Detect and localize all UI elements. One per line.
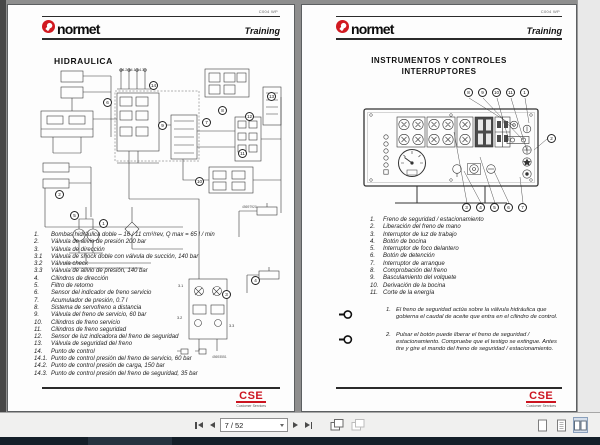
taskbar-segment: [88, 437, 172, 445]
previous-page-icon: [210, 422, 215, 428]
last-page-button[interactable]: [303, 417, 315, 433]
legend-row: [370, 268, 565, 275]
viewer-toolbar: [0, 412, 600, 437]
page-title-line1: INSTRUMENTOS Y CONTROLES: [371, 56, 507, 65]
legend-number: 7.: [370, 260, 376, 267]
legend-row: [370, 232, 565, 239]
legend-number: 8.: [34, 304, 40, 311]
normet-logo: [336, 20, 394, 38]
pointer-icon: [338, 332, 353, 350]
legend-number: 3.2: [34, 261, 43, 268]
legend-number: 2.: [34, 239, 40, 246]
legend-text: Cilindros de freno servicio: [51, 319, 121, 326]
legend-list: [34, 232, 224, 378]
legend-row: [370, 275, 565, 282]
test-point-label: 14.2 14.1 14.3: [120, 68, 145, 72]
scrollbar-track[interactable]: [577, 0, 600, 412]
facing-pages-view-button[interactable]: [573, 417, 588, 433]
legend-number: 3.3: [34, 268, 43, 275]
diagram-callout: 14: [150, 83, 157, 88]
legend-number: 7.: [34, 297, 40, 304]
diagram-callout: 13: [268, 94, 275, 99]
page-indicator: 7 / 52: [224, 420, 244, 430]
legend-number: 4.: [370, 238, 376, 245]
legend-text: Interruptor de arranque: [383, 260, 445, 267]
legend-row: [370, 217, 565, 224]
diagram-callout: 1: [99, 219, 108, 228]
legend-number: 6.: [370, 253, 376, 260]
panel-callout: 7: [518, 203, 527, 212]
legend-text: Válvula de alivio de presión, 140 bar: [51, 268, 148, 275]
cse-logo-text: CSE: [236, 391, 266, 403]
previous-view-button[interactable]: [328, 417, 346, 433]
cse-logo-subtitle: Customer Services: [236, 404, 266, 408]
taskbar: [0, 437, 600, 445]
first-page-icon: [195, 422, 197, 429]
legend-number: 10.: [370, 282, 379, 289]
part-number: 45697920: [242, 205, 257, 209]
diagram-callout: 3: [222, 290, 231, 299]
legend-number: 8.: [370, 268, 376, 275]
legend-text: Derivación de la bocina: [383, 282, 446, 289]
legend-number: 4.: [34, 275, 40, 282]
legend-row: [34, 298, 224, 305]
legend-text: Válvula de dirección: [51, 246, 105, 253]
diagram-callout: 12: [246, 114, 253, 119]
brand-text: normet: [351, 21, 394, 37]
next-page-button[interactable]: [291, 417, 300, 433]
facing-pages-view-icon: [574, 419, 587, 432]
legend-text: Botón de bocina: [383, 238, 427, 245]
legend-number: 5.: [370, 246, 376, 253]
legend-text: Válvula de alivio de presión 200 bar: [51, 239, 147, 246]
note: [386, 332, 562, 353]
cse-logo: [526, 391, 556, 408]
legend-text: Corte de la energía: [383, 289, 435, 296]
legend-text: Cilindros de dirección: [51, 275, 109, 282]
diagram-callout: 2: [55, 190, 64, 199]
note: [386, 307, 562, 321]
legend-row: [34, 283, 224, 290]
legend-row: [34, 349, 224, 356]
legend-number: 1.: [34, 232, 40, 238]
normet-logo: [42, 20, 100, 38]
legend-text: Liberación del freno de mano: [383, 224, 461, 231]
legend-row: [370, 261, 565, 268]
normet-logo-icon: [42, 20, 55, 38]
single-page-view-button[interactable]: [535, 417, 550, 433]
brand-text: normet: [57, 21, 100, 37]
legend-number: 5.: [34, 283, 40, 290]
note-number: 2.: [386, 332, 391, 338]
legend-text: Válvula check: [51, 261, 89, 268]
legend-text: Punto de control presión del freno de servicio, 60 bar: [51, 356, 192, 363]
legend-number: 13.: [34, 341, 43, 348]
legend-row: [34, 320, 224, 327]
legend-row: [370, 239, 565, 246]
panel-callout: 1: [520, 88, 529, 97]
legend-text: Válvula del freno de servicio, 60 bar: [51, 312, 147, 319]
next-view-icon: [351, 419, 365, 431]
panel-callout: 11: [506, 88, 515, 97]
diagram-callout: 9: [158, 121, 167, 130]
legend-row: [34, 232, 224, 239]
sub-label: 3.3: [229, 324, 235, 328]
panel-callout: 8: [464, 88, 473, 97]
legend-text: Interruptor de luz de trabajo: [383, 231, 457, 238]
diagram-callout: 7: [202, 118, 211, 127]
legend-text: Sensor del indicador de freno servicio: [51, 290, 152, 297]
cse-logo-subtitle: Customer Services: [526, 404, 556, 408]
legend-number: 14.1.: [34, 356, 48, 363]
diagram-callout: 4: [251, 276, 260, 285]
header-rule-top: [336, 16, 562, 17]
page-navigation: [193, 413, 367, 437]
legend-row: [370, 290, 565, 297]
legend-list: [370, 217, 565, 297]
last-page-icon: [305, 422, 310, 428]
header-training: Training: [526, 26, 562, 36]
legend-number: 3.: [34, 246, 40, 253]
legend-text: Freno de seguridad / estacionamiento: [383, 217, 484, 223]
sub-label: 3.1: [178, 284, 184, 288]
diagram-callout: 5: [70, 211, 79, 220]
sub-label: 3.2: [177, 316, 183, 320]
chevron-down-icon: [280, 424, 284, 427]
legend-number: 14.: [34, 348, 43, 355]
continuous-view-icon: [555, 419, 568, 432]
panel-callout: 2: [547, 134, 556, 143]
note-text: El freno de seguridad actúa sobre la válvula hidráulica que gobierna el caudal de aceite que entra en el cilindro de control.: [396, 307, 558, 320]
panel-callout: 5: [490, 203, 499, 212]
legend-number: 14.3.: [34, 370, 48, 377]
legend-text: Sistema de servofreno a distancia: [51, 304, 142, 311]
header-rule-bottom: [42, 38, 280, 40]
legend-row: [370, 246, 565, 253]
legend-number: 10.: [34, 319, 43, 326]
previous-view-icon: [330, 419, 344, 431]
legend-row: [34, 312, 224, 319]
note-text: Pulsar el botón puede liberar el freno de seguridad / estacionamiento. Compruebe que el testigo se extingue. Antes tire y gire el mando del freno de seguridad / estacionamiento.: [396, 332, 557, 352]
legend-number: 12.: [34, 334, 43, 341]
legend-text: Filtro de retorno: [51, 283, 94, 290]
first-page-button[interactable]: [193, 417, 205, 433]
panel-callout: 6: [504, 203, 513, 212]
legend-row: [370, 224, 565, 231]
header-training: Training: [244, 26, 280, 36]
panel-callout: 9: [478, 88, 487, 97]
continuous-view-button[interactable]: [554, 417, 569, 433]
page-right: [301, 4, 577, 412]
legend-text: Válvula de shock doble con válvula de succión, 140 bar: [51, 253, 199, 260]
legend-text: Interruptor de foco delantero: [383, 246, 459, 253]
legend-row: [34, 363, 224, 370]
header-rule-top: [42, 16, 280, 17]
doc-code: C004 WP: [258, 9, 278, 14]
legend-number: 3.1: [34, 253, 43, 260]
legend-row: [34, 356, 224, 363]
next-page-icon: [293, 422, 298, 428]
legend-number: 11.: [370, 289, 378, 296]
legend-row: [34, 334, 224, 341]
legend-text: Botón de detención: [383, 253, 435, 260]
legend-row: [34, 247, 224, 254]
legend-row: [34, 371, 224, 378]
next-view-button[interactable]: [349, 417, 367, 433]
legend-row: [370, 253, 565, 260]
legend-text: Punto de control presión de carga, 150 bar: [51, 363, 165, 370]
legend-row: [34, 290, 224, 297]
normet-logo-icon: [336, 20, 349, 38]
instrument-panel-diagram: [357, 103, 547, 213]
legend-row: [34, 261, 224, 268]
diagram-callout: 10: [196, 179, 203, 184]
panel-callout: 3: [462, 203, 471, 212]
panel-callout: 10: [493, 90, 500, 95]
diagram-callout: 11: [238, 149, 247, 158]
legend-number: 6.: [34, 290, 40, 297]
legend-row: [34, 327, 224, 334]
panel-callout: 4: [476, 203, 485, 212]
page-title-line2: INTERRUPTORES: [401, 67, 477, 76]
page-title: HIDRAULICA: [54, 56, 113, 66]
part-number: 45693551: [212, 355, 227, 359]
legend-row: [34, 341, 224, 348]
legend-row: [370, 283, 565, 290]
diagram-callout: 6: [103, 98, 112, 107]
legend-text: Basculamiento del volquete: [383, 275, 457, 282]
legend-number: 11.: [34, 326, 42, 333]
page-left: [7, 4, 295, 412]
legend-number: 1.: [370, 217, 376, 223]
legend-number: 9.: [34, 312, 40, 319]
legend-row: [34, 305, 224, 312]
legend-text: Comprobación del freno: [383, 268, 448, 275]
legend-text: Bombas hidráulica doble – 16 / 11 cm³/rev, Q max = 65 l / min: [51, 232, 215, 238]
page-number-input[interactable]: [220, 418, 288, 432]
legend-number: 2.: [370, 224, 376, 231]
cse-logo-text: CSE: [526, 391, 556, 403]
legend-text: Cilindros de freno seguridad: [51, 326, 127, 333]
legend-text: Punto de control: [51, 348, 95, 355]
legend-number: 14.2.: [34, 363, 48, 370]
single-page-view-icon: [536, 419, 549, 432]
cse-logo: [236, 391, 266, 408]
note-number: 1.: [386, 307, 391, 313]
diagram-callout: 8: [218, 106, 227, 115]
pointer-icon: [338, 307, 353, 325]
legend-text: Válvula de seguridad del freno: [51, 341, 133, 348]
legend-row: [34, 276, 224, 283]
previous-page-button[interactable]: [208, 417, 217, 433]
legend-row: [34, 239, 224, 246]
doc-code: C004 WP: [540, 9, 560, 14]
legend-text: Sensor de luz indicadora del freno de seguridad: [51, 334, 179, 341]
footer-rule: [42, 387, 280, 389]
left-edge: [0, 0, 6, 412]
legend-row: [34, 254, 224, 261]
page-layout-toggles: [535, 417, 588, 433]
legend-row: [34, 268, 224, 275]
legend-text: Acumulador de presión, 0.7 l: [51, 297, 128, 304]
header-rule-bottom: [336, 38, 562, 40]
legend-number: 3.: [370, 231, 376, 238]
legend-number: 9.: [370, 275, 376, 282]
legend-text: Punto de control presión del freno de seguridad, 35 bar: [51, 370, 198, 377]
footer-rule: [336, 387, 562, 389]
